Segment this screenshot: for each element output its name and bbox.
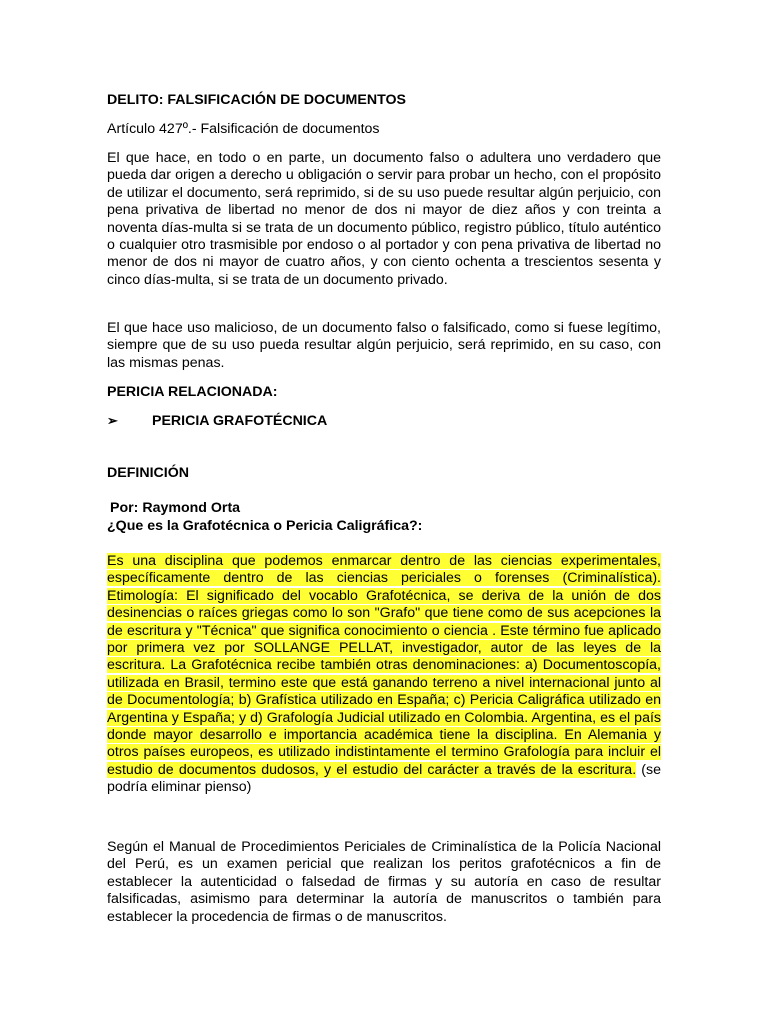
paragraph-manual: Según el Manual de Procedimientos Periciales de Criminalística de la Policía Nacional del Perú, es un examen pericial que realizan los peritos grafotécnicos a fin de establecer la autenticidad o falsedad de firmas y su autoría en caso de resultar falsificadas, asimismo para determinar la autoría de manuscritos o también para establecer la procedencia de firmas o de manuscritos. (107, 839, 661, 925)
paragraph-article-body: El que hace, en todo o en parte, un documento falso o adultera uno verdadero que pueda dar origen a derecho u obligación o servir para probar un hecho, con el propósito de utilizar el documento, será reprimido, si de su uso puede resultar algún perjuicio, con pena privativa de libertad no menor de dos ni mayor de diez años y con treinta a noventa días-multa si se trata de un documento público, registro público, título auténtico o cualquier otro trasmisible por endoso o al portador y con pena privativa de libertad no menor de dos ni mayor de cuatro años, y con ciento ochenta a trescientos sesenta y cinco días-multa, si se trata de un documento privado. (107, 150, 661, 288)
heading-pericia-relacionada: PERICIA RELACIONADA: (107, 384, 278, 400)
bullet-item-label: PERICIA GRAFOTÉCNICA (152, 413, 328, 429)
trailing-note: (se podría eliminar pienso) (107, 761, 662, 796)
author-line: Por: Raymond Orta (110, 500, 241, 516)
question-line: ¿Que es la Grafotécnica o Pericia Caligráfica?: (107, 518, 423, 534)
heading-definicion: DEFINICIÓN (107, 465, 189, 481)
highlighted-definition-text: Es una disciplina que podemos enmarcar dentro de las ciencias experimentales, específicamente dentro de las ciencias periciales o forenses (Criminalística). Etimología: El significado del vocablo Grafotécnica, se deriva de la unión de dos desinencias o raíces griegas como lo son "Grafo" que tiene como de sus acepciones la de escritura y "Técnica" que significa conocimiento o ciencia . Este término fue aplicado por primera vez por SOLLANGE PELLAT, investigador, autor de las leyes de la escritura. La Grafotécnica recibe también otras denominaciones: a) Documentoscopía, utilizada en Brasil, termino este que está ganando terreno a nivel internacional junto al de Documentología; b) Grafística utilizado en España; c) Pericia Caligráfica utilizado en Argentina y España; y d) Grafología Judicial utilizado en Colombia. Argentina, es el país donde mayor desarrollo e importancia académica tiene la disciplina. En Alemania y otros países europeos, es utilizado indistintamente el termino Grafología para incluir el estudio de documentos dudosos, y el estudio del carácter a través de la escritura. (107, 553, 661, 778)
paragraph-definition (107, 553, 661, 797)
bullet-item-pericia (107, 412, 661, 430)
paragraph-malicious-use: El que hace uso malicioso, de un documento falso o falsificado, como si fuese legítimo, siempre que de su uso pueda resultar algún perjuicio, será reprimido, en su caso, con las mismas penas. (107, 320, 661, 371)
arrow-bullet-icon: ➢ (107, 413, 118, 428)
heading-delito: DELITO: FALSIFICACIÓN DE DOCUMENTOS (107, 92, 406, 108)
article-title: Artículo 427º.- Falsificación de documentos (107, 121, 380, 137)
